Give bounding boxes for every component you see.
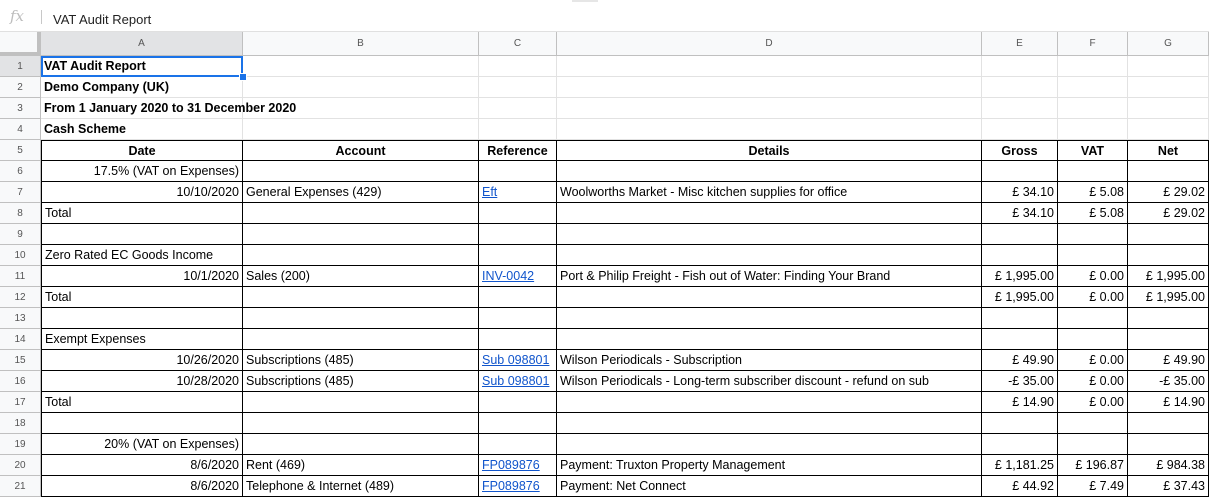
cell-a9[interactable] [41,224,243,245]
cell-d13[interactable] [557,308,982,329]
cell-f17[interactable]: £ 0.00 [1058,392,1128,413]
cell-d7[interactable]: Woolworths Market - Misc kitchen supplies for office [557,182,982,203]
cell-b17[interactable] [243,392,479,413]
row-header-8[interactable]: 8 [0,203,41,224]
cell-a6[interactable]: 17.5% (VAT on Expenses) [41,161,243,182]
column-header-b[interactable]: B [243,32,479,56]
cell-g9[interactable] [1128,224,1209,245]
row-header-6[interactable]: 6 [0,161,41,182]
cell-e21[interactable]: £ 44.92 [982,476,1058,497]
cell-c7[interactable]: Eft [479,182,557,203]
cell-c10[interactable] [479,245,557,266]
cell-e19[interactable] [982,434,1058,455]
row-header-20[interactable]: 20 [0,455,41,476]
row-header-10[interactable]: 10 [0,245,41,266]
cell-f14[interactable] [1058,329,1128,350]
cell-c1[interactable] [479,56,557,77]
row-header-1[interactable]: 1 [0,56,41,77]
cell-c18[interactable] [479,413,557,434]
column-header-d[interactable]: D [557,32,982,56]
cell-a21[interactable]: 8/6/2020 [41,476,243,497]
row-header-17[interactable]: 17 [0,392,41,413]
cell-b8[interactable] [243,203,479,224]
cell-c13[interactable] [479,308,557,329]
row-header-19[interactable]: 19 [0,434,41,455]
cell-g4[interactable] [1128,119,1209,140]
cell-c3[interactable] [479,98,557,119]
formula-bar-divider [41,10,42,24]
row-header-13[interactable]: 13 [0,308,41,329]
cell-f18[interactable] [1058,413,1128,434]
cell-f5[interactable]: VAT [1058,140,1128,161]
cell-g20[interactable]: £ 984.38 [1128,455,1209,476]
cell-g2[interactable] [1128,77,1209,98]
cell-a14[interactable]: Exempt Expenses [41,329,243,350]
cell-g14[interactable] [1128,329,1209,350]
cell-b15[interactable]: Subscriptions (485) [243,350,479,371]
cell-d8[interactable] [557,203,982,224]
cell-b18[interactable] [243,413,479,434]
cell-e1[interactable] [982,56,1058,77]
cell-e2[interactable] [982,77,1058,98]
cell-g10[interactable] [1128,245,1209,266]
cell-d19[interactable] [557,434,982,455]
spreadsheet-grid[interactable] [0,32,1209,501]
cell-b14[interactable] [243,329,479,350]
cell-a13[interactable] [41,308,243,329]
cell-f6[interactable] [1058,161,1128,182]
cell-f19[interactable] [1058,434,1128,455]
cell-a2[interactable]: Demo Company (UK) [41,77,243,98]
cell-e12[interactable]: £ 1,995.00 [982,287,1058,308]
cell-a20[interactable]: 8/6/2020 [41,455,243,476]
cell-f4[interactable] [1058,119,1128,140]
cell-e3[interactable] [982,98,1058,119]
cell-f12[interactable]: £ 0.00 [1058,287,1128,308]
cell-g21[interactable]: £ 37.43 [1128,476,1209,497]
cell-e18[interactable] [982,413,1058,434]
cell-a17[interactable]: Total [41,392,243,413]
cell-b2[interactable] [243,77,479,98]
cell-e7[interactable]: £ 34.10 [982,182,1058,203]
cell-d1[interactable] [557,56,982,77]
cell-e5[interactable]: Gross [982,140,1058,161]
cell-d16[interactable]: Wilson Periodicals - Long-term subscriber discount - refund on sub [557,371,982,392]
cell-b21[interactable]: Telephone & Internet (489) [243,476,479,497]
cell-b3[interactable] [243,98,479,119]
cell-c12[interactable] [479,287,557,308]
cell-b12[interactable] [243,287,479,308]
cell-a11[interactable]: 10/1/2020 [41,266,243,287]
cell-b16[interactable]: Subscriptions (485) [243,371,479,392]
cell-f20[interactable]: £ 196.87 [1058,455,1128,476]
cell-d15[interactable]: Wilson Periodicals - Subscription [557,350,982,371]
cell-d21[interactable]: Payment: Net Connect [557,476,982,497]
row-header-3[interactable]: 3 [0,98,41,119]
cell-e20[interactable]: £ 1,181.25 [982,455,1058,476]
cell-g12[interactable]: £ 1,995.00 [1128,287,1209,308]
cell-d6[interactable] [557,161,982,182]
cell-d18[interactable] [557,413,982,434]
cell-d20[interactable]: Payment: Truxton Property Management [557,455,982,476]
column-header-f[interactable]: F [1058,32,1128,56]
cell-e9[interactable] [982,224,1058,245]
cell-c14[interactable] [479,329,557,350]
cell-e13[interactable] [982,308,1058,329]
cell-e6[interactable] [982,161,1058,182]
cell-c21[interactable]: FP089876 [479,476,557,497]
cell-f1[interactable] [1058,56,1128,77]
cell-e17[interactable]: £ 14.90 [982,392,1058,413]
cell-g11[interactable]: £ 1,995.00 [1128,266,1209,287]
cell-a1[interactable]: VAT Audit Report [41,56,243,77]
cell-d5[interactable]: Details [557,140,982,161]
cell-f15[interactable]: £ 0.00 [1058,350,1128,371]
cell-c20[interactable]: FP089876 [479,455,557,476]
cell-f11[interactable]: £ 0.00 [1058,266,1128,287]
cell-f3[interactable] [1058,98,1128,119]
cell-e14[interactable] [982,329,1058,350]
cell-c15[interactable]: Sub 098801 [479,350,557,371]
cell-e16[interactable]: -£ 35.00 [982,371,1058,392]
cell-d14[interactable] [557,329,982,350]
cell-b4[interactable] [243,119,479,140]
cell-d17[interactable] [557,392,982,413]
cell-a4[interactable]: Cash Scheme [41,119,243,140]
cell-a7[interactable]: 10/10/2020 [41,182,243,203]
column-header-e[interactable]: E [982,32,1058,56]
cell-a16[interactable]: 10/28/2020 [41,371,243,392]
cell-f10[interactable] [1058,245,1128,266]
cell-f13[interactable] [1058,308,1128,329]
cell-a8[interactable]: Total [41,203,243,224]
cell-a5[interactable]: Date [41,140,243,161]
cell-d12[interactable] [557,287,982,308]
column-header-a[interactable]: A [41,32,243,56]
cell-d3[interactable] [557,98,982,119]
cell-e11[interactable]: £ 1,995.00 [982,266,1058,287]
cell-a3[interactable]: From 1 January 2020 to 31 December 2020 [41,98,243,119]
cell-g13[interactable] [1128,308,1209,329]
row-header-21[interactable]: 21 [0,476,41,497]
cell-a15[interactable]: 10/26/2020 [41,350,243,371]
cell-g17[interactable]: £ 14.90 [1128,392,1209,413]
cell-d2[interactable] [557,77,982,98]
cell-f16[interactable]: £ 0.00 [1058,371,1128,392]
cell-g3[interactable] [1128,98,1209,119]
row-header-16[interactable]: 16 [0,371,41,392]
cell-b20[interactable]: Rent (469) [243,455,479,476]
cell-g19[interactable] [1128,434,1209,455]
cell-g5[interactable]: Net [1128,140,1209,161]
cell-e15[interactable]: £ 49.90 [982,350,1058,371]
cell-g7[interactable]: £ 29.02 [1128,182,1209,203]
cell-d4[interactable] [557,119,982,140]
formula-input[interactable]: VAT Audit Report [53,12,152,27]
cell-b10[interactable] [243,245,479,266]
select-all-corner[interactable] [0,32,41,56]
column-header-c[interactable]: C [479,32,557,56]
cell-b7[interactable]: General Expenses (429) [243,182,479,203]
cell-c16[interactable]: Sub 098801 [479,371,557,392]
cell-b5[interactable]: Account [243,140,479,161]
cell-f21[interactable]: £ 7.49 [1058,476,1128,497]
cell-c8[interactable] [479,203,557,224]
cell-c2[interactable] [479,77,557,98]
row-header-2[interactable]: 2 [0,77,41,98]
cell-b13[interactable] [243,308,479,329]
cell-c11[interactable]: INV-0042 [479,266,557,287]
cell-a12[interactable]: Total [41,287,243,308]
fill-handle[interactable] [239,73,247,81]
cell-e8[interactable]: £ 34.10 [982,203,1058,224]
row-header-7[interactable]: 7 [0,182,41,203]
cell-c17[interactable] [479,392,557,413]
row-header-14[interactable]: 14 [0,329,41,350]
cell-c6[interactable] [479,161,557,182]
row-header-12[interactable]: 12 [0,287,41,308]
cell-a19[interactable]: 20% (VAT on Expenses) [41,434,243,455]
cell-e10[interactable] [982,245,1058,266]
cell-e4[interactable] [982,119,1058,140]
cell-f2[interactable] [1058,77,1128,98]
cell-a18[interactable] [41,413,243,434]
cell-b9[interactable] [243,224,479,245]
cell-g6[interactable] [1128,161,1209,182]
fx-icon: fx [10,7,25,25]
cell-g15[interactable]: £ 49.90 [1128,350,1209,371]
row-header-11[interactable]: 11 [0,266,41,287]
cell-c5[interactable]: Reference [479,140,557,161]
cell-a10[interactable]: Zero Rated EC Goods Income [41,245,243,266]
row-header-9[interactable]: 9 [0,224,41,245]
cell-g16[interactable]: -£ 35.00 [1128,371,1209,392]
cell-b1[interactable] [243,56,479,77]
row-header-5[interactable]: 5 [0,140,41,161]
cell-c4[interactable] [479,119,557,140]
cell-g8[interactable]: £ 29.02 [1128,203,1209,224]
cell-g1[interactable] [1128,56,1209,77]
row-header-18[interactable]: 18 [0,413,41,434]
formula-bar [0,0,1209,32]
cell-f8[interactable]: £ 5.08 [1058,203,1128,224]
cell-c9[interactable] [479,224,557,245]
column-header-g[interactable]: G [1128,32,1209,56]
cell-f9[interactable] [1058,224,1128,245]
row-header-4[interactable]: 4 [0,119,41,140]
cell-g18[interactable] [1128,413,1209,434]
cell-d9[interactable] [557,224,982,245]
toolbar-collapse-handle[interactable] [572,0,598,2]
cell-c19[interactable] [479,434,557,455]
cell-f7[interactable]: £ 5.08 [1058,182,1128,203]
cell-b11[interactable]: Sales (200) [243,266,479,287]
row-header-15[interactable]: 15 [0,350,41,371]
cell-b19[interactable] [243,434,479,455]
cell-b6[interactable] [243,161,479,182]
cell-d11[interactable]: Port & Philip Freight - Fish out of Water: Finding Your Brand [557,266,982,287]
cell-d10[interactable] [557,245,982,266]
